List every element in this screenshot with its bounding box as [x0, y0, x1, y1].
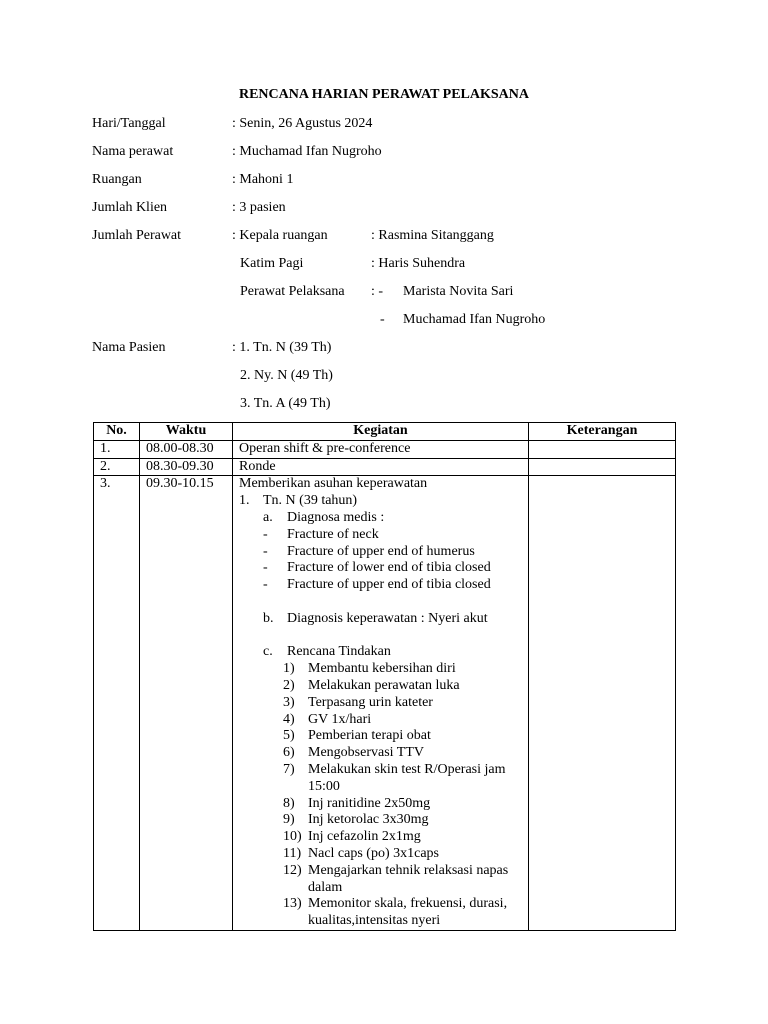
- plan-item-text: Inj ranitidine 2x50mg: [308, 795, 431, 811]
- list-marker: 7): [283, 761, 295, 777]
- plan-item-text: Inj ketorolac 3x30mg: [308, 812, 429, 828]
- cell-no: 3.: [94, 476, 140, 931]
- list-marker: 3): [283, 694, 295, 710]
- info-row-katim: [92, 255, 732, 283]
- info-row-hari: [92, 115, 732, 143]
- col-header-waktu: Waktu: [140, 423, 233, 441]
- list-marker: 12): [283, 862, 302, 878]
- pasien-label: Nama Pasien: [92, 340, 166, 355]
- plan-item: [239, 846, 522, 863]
- katim-value: : Haris Suhendra: [371, 256, 466, 271]
- table-row: [94, 440, 676, 458]
- diagnosis-text: Fracture of lower end of tibia closed: [287, 560, 491, 576]
- cell-no: 1.: [94, 440, 140, 458]
- rencana-tindakan-label: Rencana Tindakan: [287, 644, 391, 660]
- klien-value: : 3 pasien: [232, 200, 286, 215]
- spacer: [239, 628, 522, 645]
- list-marker: b.: [263, 610, 274, 626]
- rencana-tindakan-item: [239, 644, 522, 661]
- cell-keterangan: [529, 440, 676, 458]
- activity-heading: Memberikan asuhan keperawatan: [239, 476, 428, 492]
- cell-waktu: 08.30-09.30: [140, 458, 233, 476]
- document-title: RENCANA HARIAN PERAWAT PELAKSANA: [238, 87, 529, 102]
- plan-item-text: Inj cefazolin 2x1mg: [308, 829, 421, 845]
- plan-item-text: Nacl caps (po) 3x1caps: [308, 845, 440, 861]
- list-marker: 8): [283, 795, 295, 811]
- plan-item: [239, 863, 522, 897]
- plan-item-text: GV 1x/hari: [308, 711, 372, 727]
- col-header-keterangan: Keterangan: [529, 423, 676, 441]
- plan-item-text: Terpasang urin kateter: [308, 694, 433, 710]
- list-marker: -: [263, 577, 268, 593]
- diagnosis-item: [239, 527, 522, 544]
- katim-label: Katim Pagi: [240, 256, 304, 271]
- diagnosis-text: Fracture of neck: [287, 526, 379, 542]
- hari-value: : Senin, 26 Agustus 2024: [232, 116, 373, 131]
- plan-item: [239, 728, 522, 745]
- plan-item-text: Mengobservasi TTV: [308, 745, 424, 761]
- table-row: [94, 458, 676, 476]
- plan-item: [239, 678, 522, 695]
- diagnosis-item: [239, 560, 522, 577]
- info-row-ruangan: [92, 171, 732, 199]
- plan-item: [239, 896, 522, 930]
- plan-item: [239, 812, 522, 829]
- diagnosis-text: Fracture of upper end of humerus: [287, 543, 475, 559]
- cell-kegiatan: Ronde: [233, 458, 529, 476]
- nursing-diagnosis-item: [239, 611, 522, 628]
- list-marker: 2): [283, 677, 295, 693]
- plan-item: [239, 829, 522, 846]
- pasien-3: 3. Tn. A (49 Th): [240, 396, 331, 411]
- plan-item-text: Pemberian terapi obat: [308, 728, 431, 744]
- plan-item: [239, 796, 522, 813]
- diagnosis-text: Fracture of upper end of tibia closed: [287, 577, 491, 593]
- list-marker: 11): [283, 845, 302, 861]
- plan-item: [239, 695, 522, 712]
- plan-item-text: Membantu kebersihan diri: [308, 661, 456, 677]
- plan-item-text: Melakukan perawatan luka: [308, 677, 460, 693]
- klien-label: Jumlah Klien: [92, 200, 168, 215]
- pelaksana-name-2: Muchamad Ifan Nugroho: [403, 312, 546, 327]
- diagnosa-medis-item: [239, 510, 522, 527]
- perawat-label: Jumlah Perawat: [92, 228, 182, 243]
- list-marker: 9): [283, 812, 295, 828]
- list-marker: 1): [283, 661, 295, 677]
- pelaksana-label: Perawat Pelaksana: [240, 284, 345, 299]
- plan-item: [239, 762, 522, 796]
- info-row-klien: [92, 199, 732, 227]
- info-row-nama: [92, 143, 732, 171]
- spacer: [239, 594, 522, 611]
- list-marker: c.: [263, 644, 273, 660]
- table-row: [94, 476, 676, 931]
- patient-item: [239, 493, 522, 510]
- plan-item: [239, 745, 522, 762]
- ruangan-value: : Mahoni 1: [232, 172, 294, 187]
- table-header-row: [94, 423, 676, 441]
- cell-keterangan: [529, 476, 676, 931]
- info-row-pelaksana-2: [92, 311, 732, 339]
- plan-item-text: Mengajarkan tehnik relaksasi napas dalam: [308, 862, 509, 895]
- header-info: [92, 115, 732, 423]
- list-marker: -: [263, 526, 268, 542]
- info-row-pasien-2: [92, 367, 732, 395]
- pasien-2: 2. Ny. N (49 Th): [240, 368, 333, 383]
- nama-value: : Muchamad Ifan Nugroho: [232, 144, 382, 159]
- pelaksana-dash: -: [380, 312, 385, 327]
- hari-label: Hari/Tanggal: [92, 116, 166, 131]
- list-marker: -: [263, 560, 268, 576]
- list-marker: 5): [283, 728, 295, 744]
- cell-waktu: 08.00-08.30: [140, 440, 233, 458]
- activity-table: [93, 422, 676, 931]
- list-marker: -: [263, 543, 268, 559]
- diagnosis-item: [239, 577, 522, 594]
- pasien-1: : 1. Tn. N (39 Th): [232, 340, 332, 355]
- col-header-kegiatan: Kegiatan: [233, 423, 529, 441]
- plan-item-text: Melakukan skin test R/Operasi jam 15:00: [308, 761, 506, 794]
- nursing-diagnosis-text: Diagnosis keperawatan : Nyeri akut: [287, 610, 488, 626]
- kepala-value: : Rasmina Sitanggang: [371, 228, 494, 243]
- pelaksana-name-1: Marista Novita Sari: [403, 284, 514, 299]
- list-marker: 13): [283, 896, 302, 912]
- plan-item: [239, 712, 522, 729]
- col-header-no: No.: [94, 423, 140, 441]
- cell-keterangan: [529, 458, 676, 476]
- info-row-pasien: [92, 339, 732, 367]
- diagnosis-item: [239, 544, 522, 561]
- list-marker: 10): [283, 829, 302, 845]
- cell-no: 2.: [94, 458, 140, 476]
- list-marker: 6): [283, 745, 295, 761]
- patient-name: Tn. N (39 tahun): [263, 493, 358, 509]
- plan-item-text: Memonitor skala, frekuensi, durasi, kualitas,intensitas nyeri: [308, 896, 508, 929]
- nama-label: Nama perawat: [92, 144, 174, 159]
- info-row-pasien-3: [92, 395, 732, 423]
- list-marker: 4): [283, 711, 295, 727]
- pelaksana-separator: : -: [371, 284, 384, 299]
- ruangan-label: Ruangan: [92, 172, 142, 187]
- kepala-label: : Kepala ruangan: [232, 228, 328, 243]
- diagnosa-medis-label: Diagnosa medis :: [287, 509, 385, 525]
- plan-item: [239, 661, 522, 678]
- cell-waktu: 09.30-10.15: [140, 476, 233, 931]
- info-row-pelaksana: [92, 283, 732, 311]
- cell-kegiatan: Operan shift & pre-conference: [233, 440, 529, 458]
- list-marker: a.: [263, 509, 273, 525]
- info-row-perawat: [92, 227, 732, 255]
- cell-kegiatan: [233, 476, 529, 931]
- list-marker: 1.: [239, 493, 250, 509]
